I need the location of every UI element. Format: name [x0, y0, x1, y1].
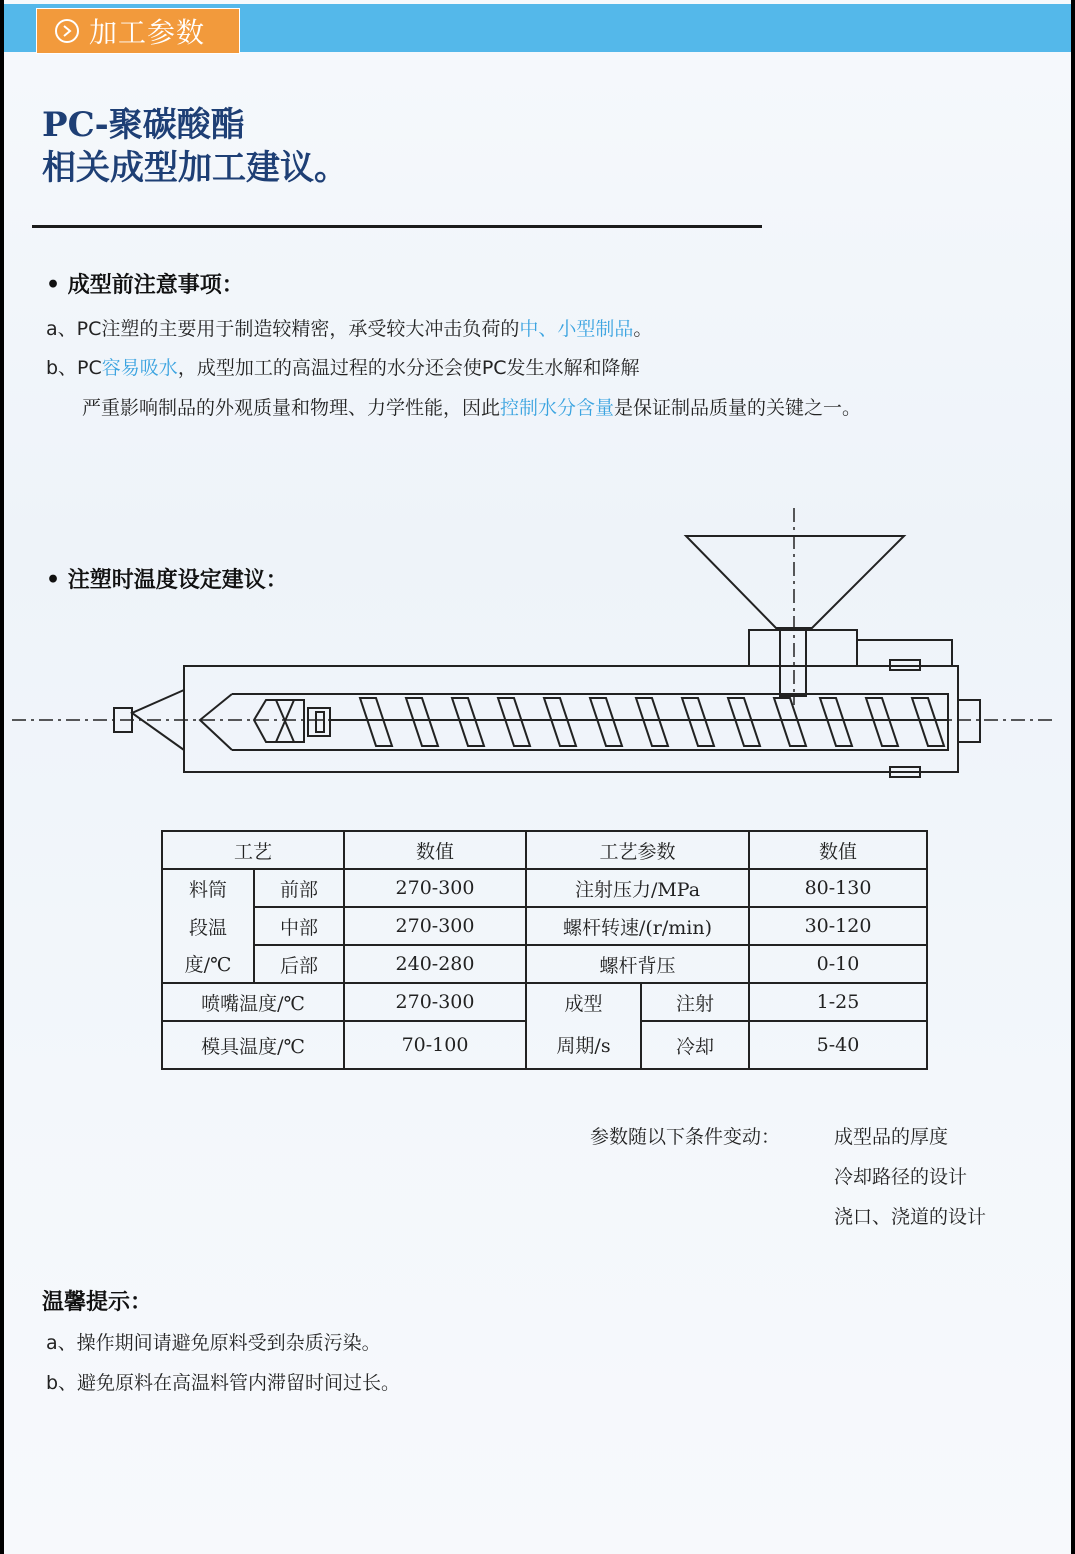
tip-item: b、避免原料在高温料管内滞留时间过长。: [46, 1372, 401, 1394]
title-line-1: PC-聚碳酸酯: [42, 105, 245, 145]
header-process: 工艺: [162, 831, 344, 869]
section-tab[interactable]: [36, 8, 240, 54]
zone-rear-value: 240-280: [344, 945, 526, 983]
param-injection-pressure: 注射压力/MPa: [526, 869, 749, 907]
nozzle-temp-value: 270-300: [344, 983, 526, 1021]
zone-middle-value: 270-300: [344, 907, 526, 945]
cycle-label-1: 成型: [526, 983, 641, 1021]
zone-middle: 中部: [254, 907, 344, 945]
header-process-parameter: 工艺参数: [526, 831, 749, 869]
param-back-pressure: 螺杆背压: [526, 945, 749, 983]
note-item-a: a、PC注塑的主要用于制造较精密，承受较大冲击负荷的中、小型制品。: [46, 318, 653, 340]
highlight-absorbs-water: 容易吸水: [101, 357, 178, 379]
header-value-2: 数值: [749, 831, 927, 869]
table-row: [162, 869, 927, 907]
cycle-label-2: 周期/s: [526, 1021, 641, 1069]
barrel-bore: [232, 694, 948, 750]
tips-heading: 温馨提示：: [42, 1289, 153, 1315]
param-screw-speed: 螺杆转速/(r/min): [526, 907, 749, 945]
value-injection-pressure: 80-130: [749, 869, 927, 907]
header-bar: [4, 4, 1071, 52]
hopper-throat: [749, 630, 857, 666]
cycle-injection-value: 1-25: [749, 983, 927, 1021]
tip-item: a、操作期间请避免原料受到杂质污染。: [46, 1332, 381, 1354]
conditions-label: 参数随以下条件变动：: [590, 1126, 781, 1148]
table-row: [162, 907, 927, 945]
title-line-2: 相关成型加工建议。: [42, 148, 348, 188]
hopper-shape: [686, 536, 904, 628]
barrel-label-1: 料筒: [162, 869, 254, 907]
play-circle-icon: [55, 19, 79, 43]
table-row: [162, 1021, 927, 1069]
screw-flights: [360, 698, 944, 746]
process-parameters-table: [161, 830, 928, 1070]
condition-item: 浇口、浇道的设计: [834, 1206, 987, 1228]
title-divider: [32, 225, 762, 228]
feed-channel: [780, 630, 806, 696]
section-tab-label: 加工参数: [89, 16, 206, 49]
highlight-control-moisture: 控制水分含量: [500, 397, 615, 419]
note-item-b-continued: 严重影响制品的外观质量和物理、力学性能，因此控制水分含量是保证制品质量的关键之一。: [82, 397, 862, 419]
cycle-cooling: 冷却: [641, 1021, 749, 1069]
table-row: [162, 945, 927, 983]
table-row: [162, 983, 927, 1021]
barrel-label-3: 度/℃: [162, 945, 254, 983]
table-header-row: [162, 831, 927, 869]
condition-item: 冷却路径的设计: [834, 1166, 968, 1188]
barrel-label-2: 段温: [162, 907, 254, 945]
highlight-small-medium-parts: 中、小型制品: [519, 318, 634, 340]
nozzle-temp-label: 喷嘴温度/℃: [162, 983, 344, 1021]
note-item-b: b、PC容易吸水，成型加工的高温过程的水分还会使PC发生水解和降解: [46, 357, 640, 379]
zone-front-value: 270-300: [344, 869, 526, 907]
cycle-cooling-value: 5-40: [749, 1021, 927, 1069]
zone-front: 前部: [254, 869, 344, 907]
page: [4, 0, 1071, 1554]
condition-item: 成型品的厚度: [834, 1126, 949, 1148]
section-heading-temperature: • 注塑时温度设定建议：: [46, 567, 288, 593]
cycle-injection: 注射: [641, 983, 749, 1021]
header-value: 数值: [344, 831, 526, 869]
value-back-pressure: 0-10: [749, 945, 927, 983]
zone-rear: 后部: [254, 945, 344, 983]
injection-barrel-diagram: [4, 500, 1071, 800]
page-title: [42, 104, 348, 190]
value-screw-speed: 30-120: [749, 907, 927, 945]
section-heading-pre-molding: • 成型前注意事项：: [46, 272, 244, 298]
mold-temp-label: 模具温度/℃: [162, 1021, 344, 1069]
mold-temp-value: 70-100: [344, 1021, 526, 1069]
